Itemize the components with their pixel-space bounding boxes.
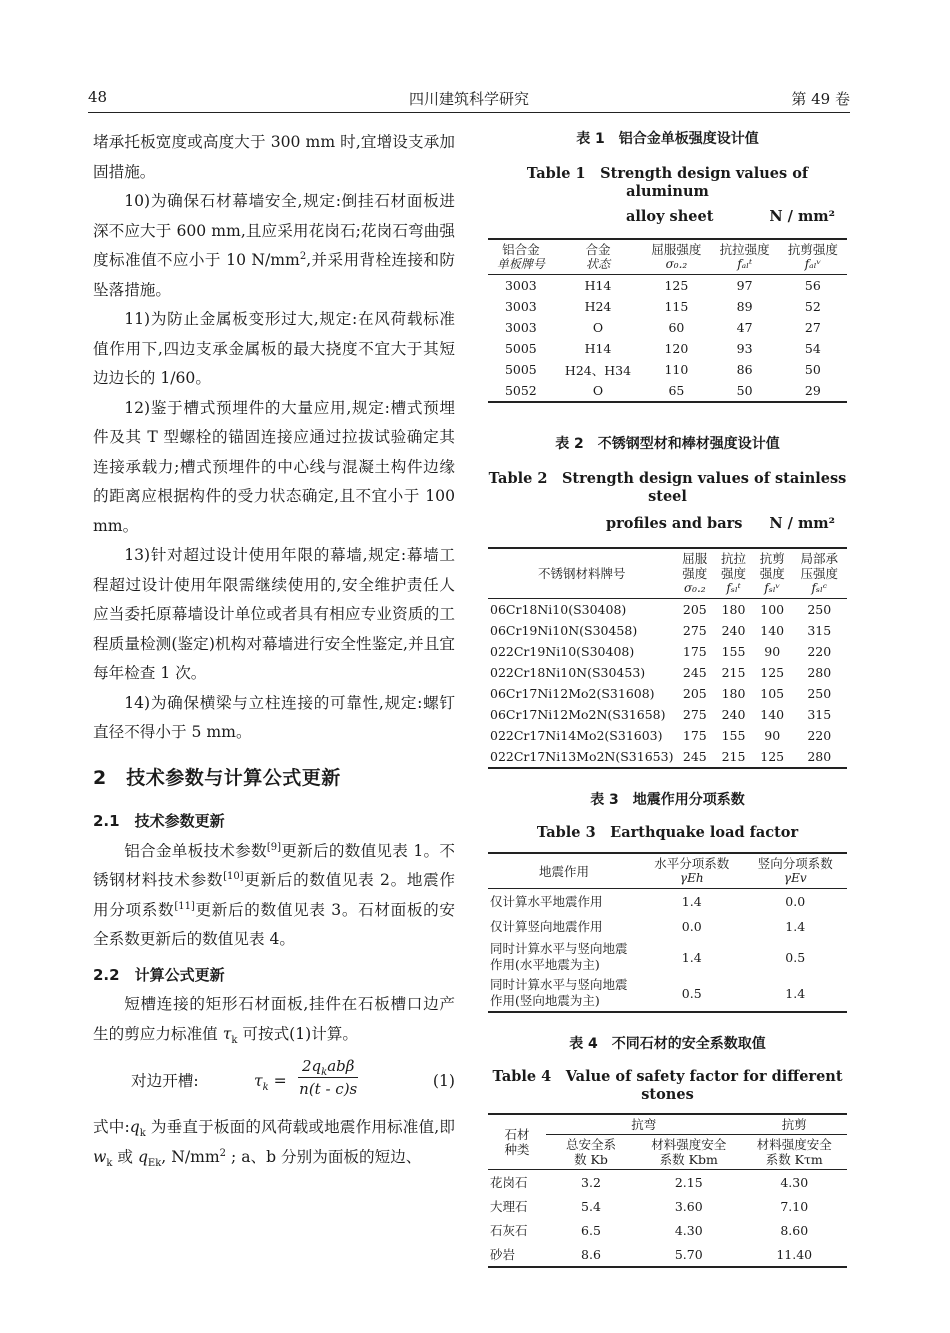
col-header: 屈服强度 σ₀.₂ [642, 239, 710, 275]
paragraph: 铝合金单板技术参数[9]更新后的数值见表 1。不锈钢材料技术参数[10]更新后的数值见表 2。地震作用分项系数[11]更新后的数值见表 3。石材面板的安全系数更新后的数值见表 4。 [93, 841, 455, 948]
table-caption-zh: 表 1 铝合金单板强度设计值 [576, 131, 759, 147]
table-cell: 0.0 [785, 894, 806, 909]
col-header: 水平分项系数 γEh [640, 853, 744, 889]
data-table [488, 1113, 847, 1268]
table-cell: 1.4 [785, 919, 806, 934]
table-cell: 315 [807, 623, 832, 638]
table-cell: 245 [682, 665, 707, 680]
table-row [488, 746, 847, 768]
table-cell: 砂岩 [488, 1242, 546, 1267]
table-cell: 5052 [488, 380, 554, 402]
table-cell: 石灰石 [490, 1223, 528, 1238]
table-caption-en: Table 3 Earthquake load factor [536, 824, 799, 841]
table-cell: 250 [807, 602, 832, 617]
equation-numerator: $2q_kab\beta$ [298, 1055, 358, 1078]
table-cell: 大理石 [490, 1199, 528, 1214]
table-row [488, 975, 847, 1012]
table-cell: 115 [664, 299, 689, 314]
table-cell: 250 [807, 686, 832, 701]
table-cell: 97 [736, 278, 753, 293]
table-cell: 仅计算竖向地震作用 [490, 918, 603, 934]
table-cell: 240 [721, 623, 746, 638]
table-caption-en: Table 4 Value of safety factor for different stones [492, 1068, 843, 1103]
table-cell: 140 [760, 707, 785, 722]
table-cell: 1.4 [681, 949, 702, 965]
table-row [488, 641, 847, 662]
table-row [488, 380, 847, 402]
data-table [488, 547, 847, 769]
table-row [488, 1242, 847, 1267]
table-cell: 280 [807, 665, 832, 680]
table-cell: 11.40 [742, 1242, 848, 1267]
paragraph: 式中$:q_k$ 为垂直于板面的风荷载或地震作用标准值,即 $w_k$ 或 $q_{Ek}$, $N/mm^2$ ; a、b 分别为面板的短边、 [93, 1118, 455, 1169]
table-cell: 1.4 [744, 975, 848, 1012]
table-cell: 52 [804, 299, 821, 314]
table-cell: 89 [736, 299, 753, 314]
citation: [10] [223, 870, 244, 882]
table-cell: 86 [736, 362, 753, 377]
table-cell: 100 [760, 602, 785, 617]
table-cell: 8.6 [546, 1242, 636, 1267]
table-caption-zh: 表 2 不锈钢型材和棒材强度设计值 [555, 436, 780, 452]
section-heading: 2 技术参数与计算公式更新 [93, 766, 341, 789]
table-caption-en-line2: alloy sheet N / mm² [626, 208, 835, 225]
table-row [488, 939, 847, 975]
table-caption-en-line2: profiles and bars N / mm² [606, 515, 835, 532]
table-cell: 47 [736, 320, 753, 335]
equation-label: 对边开槽: [131, 1072, 199, 1090]
table-cell: 4.30 [780, 1174, 809, 1190]
paragraph: 12)鉴于槽式预埋件的大量应用,规定:槽式预埋件及其 T 型螺栓的锚固连接应通过拉拔试验确定其连接承载力;槽式预埋件的中心线与混凝土构件边缘的距离应根据构件的受力状态确定,且不宜小于 100 mm。 [93, 398, 455, 535]
running-header [88, 86, 850, 113]
table-cell: 315 [807, 707, 832, 722]
table-cell: 花岗石 [490, 1175, 528, 1190]
table-row [488, 704, 847, 725]
table-cell: 022Cr18Ni10N(S30453) [490, 665, 646, 680]
table-cell: 1.4 [681, 894, 702, 909]
paragraph: 13)针对超过设计使用年限的幕墙,规定:幕墙工程超过设计使用年限需继续使用的,安全维护责任人应当委托原幕墙设计单位或者具有相应专业资质的工程质量检测(鉴定)机构对幕墙进行安全性鉴定,并且宜每年检查 1 次。 [93, 546, 455, 682]
table-cell: 120 [664, 341, 689, 356]
table-cell: 2.15 [674, 1174, 703, 1190]
table-3 [488, 789, 847, 1013]
paragraph: 14)为确保横梁与立柱连接的可靠性,规定:螺钉直径不得小于 5 mm。 [93, 693, 455, 741]
equation-lhs: $\tau_k$ = [254, 1072, 287, 1094]
table-cell: 06Cr19Ni10N(S30458) [490, 623, 638, 638]
table-cell: 8.60 [780, 1222, 809, 1238]
table-cell: 5.70 [636, 1242, 742, 1267]
table-unit: N / mm² [769, 515, 835, 532]
col-header: 地震作用 [488, 853, 640, 889]
table-cell: 5005 [504, 341, 537, 356]
table-cell: 54 [804, 341, 821, 356]
table-cell: 6.5 [581, 1222, 601, 1238]
col-header: 抗拉强度 fₐₗᵗ [711, 239, 779, 275]
table-cell: 06Cr17Ni12Mo2(S31608) [490, 686, 655, 701]
table-cell: 215 [721, 665, 746, 680]
table-cell: 280 [792, 746, 847, 768]
table-caption-zh: 表 4 不同石材的安全系数取值 [569, 1036, 766, 1052]
table-cell: H14 [584, 278, 612, 293]
table-cell: 175 [682, 644, 707, 659]
table-cell: H14 [584, 341, 612, 356]
table-cell: 5005 [504, 362, 537, 377]
col-header-stone: 石材种类 [488, 1114, 546, 1170]
table-cell: 155 [721, 728, 746, 743]
journal-title: 四川建筑科学研究 [408, 90, 529, 108]
table-cell: 7.10 [780, 1198, 809, 1214]
table-cell: 022Cr19Ni10(S30408) [490, 644, 635, 659]
table-cell: 105 [760, 686, 785, 701]
table-2 [488, 433, 847, 769]
table-cell: 275 [682, 707, 707, 722]
page-number: 48 [88, 88, 108, 106]
col-header: 合金 状态 [554, 239, 643, 275]
citation: [11] [174, 900, 195, 912]
col-header: 不锈钢材料牌号 [488, 548, 675, 599]
subsection-heading: 2.2 计算公式更新 [93, 965, 225, 984]
table-cell: 022Cr17Ni14Mo2(S31603) [490, 728, 663, 743]
col-header: 铝合金 单板牌号 [488, 239, 554, 275]
table-cell: 06Cr17Ni12Mo2N(S31658) [490, 707, 666, 722]
table-row [488, 683, 847, 704]
table-cell: 215 [714, 746, 753, 768]
table-cell: 3003 [504, 299, 537, 314]
table-cell: 220 [807, 728, 832, 743]
table-caption-zh: 表 3 地震作用分项系数 [590, 792, 745, 808]
subsection-heading: 2.1 技术参数更新 [93, 812, 225, 830]
table-row [488, 317, 847, 338]
col-header-bending: 抗弯 [546, 1114, 742, 1135]
table-row [488, 599, 847, 621]
col-header: 抗剪 强度 fₛₗᵛ [753, 548, 792, 599]
left-column [93, 128, 455, 1172]
col-header-material-bend-factor: 材料强度安全系数 Kbm [636, 1135, 742, 1170]
table-unit: N / mm² [769, 208, 835, 225]
table-cell: 175 [682, 728, 707, 743]
data-table [488, 852, 847, 1013]
table-cell: H24 [584, 299, 612, 314]
table-row [488, 296, 847, 317]
col-header: 局部承 压强度 fₛₗᶜ [792, 548, 847, 599]
table-cell: 0.5 [640, 975, 744, 1012]
table-row [488, 275, 847, 297]
table-row [488, 359, 847, 380]
table-cell: 155 [721, 644, 746, 659]
table-cell: 50 [711, 380, 779, 402]
table-cell: 90 [764, 644, 781, 659]
table-cell: 仅计算水平地震作用 [490, 893, 603, 909]
col-header: 竖向分项系数 γEv [744, 853, 848, 889]
table-row [488, 338, 847, 359]
table-cell: 4.30 [674, 1222, 703, 1238]
col-header: 抗拉 强度 fₛₗᵗ [714, 548, 753, 599]
paragraph: 短槽连接的矩形石材面板,挂件在石板槽口边产生的剪应力标准值 $\tau_k$ 可按式(1)计算。 [93, 995, 455, 1046]
table-cell: 125 [664, 278, 689, 293]
table-cell: 同时计算水平与竖向地震作用(竖向地震为主) [488, 975, 640, 1012]
table-cell: 5.4 [581, 1198, 601, 1214]
table-cell: 240 [721, 707, 746, 722]
col-header: 抗剪强度 fₐₗᵛ [779, 239, 847, 275]
col-header: 屈服 强度 σ₀.₂ [675, 548, 714, 599]
table-caption-en: Table 2 Strength design values of stainless steel [488, 470, 847, 505]
table-cell: 205 [682, 686, 707, 701]
table-caption-en: Table 1 Strength design values of aluminum [526, 165, 809, 200]
table-cell: 125 [753, 746, 792, 768]
volume-label: 第 49 卷 [791, 90, 850, 108]
table-cell: 180 [721, 686, 746, 701]
data-table [488, 238, 847, 403]
table-cell: 3003 [504, 320, 537, 335]
table-row [488, 620, 847, 641]
table-cell: 3.60 [674, 1198, 703, 1214]
col-header-material-shear-factor: 材料强度安全系数 Kτm [742, 1135, 848, 1170]
table-cell: 50 [804, 362, 821, 377]
table-cell: 275 [682, 623, 707, 638]
table-cell: 27 [804, 320, 821, 335]
table-cell: 205 [682, 602, 707, 617]
table-cell: 110 [664, 362, 689, 377]
paragraph: 堵承托板宽度或高度大于 300 mm 时,宜增设支承加固措施。 [93, 133, 455, 181]
table-cell: 60 [668, 320, 685, 335]
equation-1 [93, 1055, 455, 1107]
table-cell: 同时计算水平与竖向地震作用(水平地震为主) [490, 941, 628, 972]
col-header-shear: 抗剪 [742, 1114, 848, 1135]
table-cell: H24、H34 [564, 362, 632, 378]
table-row [488, 662, 847, 683]
table-cell: 93 [736, 341, 753, 356]
table-row [488, 1170, 847, 1195]
equation-number: (1) [432, 1072, 455, 1090]
table-cell: 90 [764, 728, 781, 743]
table-cell: 125 [760, 665, 785, 680]
equation-fraction [298, 1055, 358, 1100]
table-cell: 3.2 [581, 1174, 601, 1190]
table-cell: 0.5 [785, 949, 806, 965]
equation-denominator: n(t - c)s [299, 1080, 358, 1098]
table-cell: 06Cr18Ni10(S30408) [490, 602, 627, 617]
table-4 [488, 1033, 847, 1268]
table-cell: 29 [779, 380, 847, 402]
table-cell: 022Cr17Ni13Mo2N(S31653) [488, 746, 675, 768]
paragraph: 10)为确保石材幕墙安全,规定:倒挂石材面板进深不应大于 600 mm,且应采用花岗石;花岗石弯曲强度标准值不应小于 10 $N/mm^2$,并采用背栓连接和防坠落措施。 [93, 192, 455, 299]
paragraph: 11)为防止金属板变形过大,规定:在风荷载标准值作用下,四边支承金属板的最大挠度不宜大于其短边边长的 1/60。 [93, 310, 455, 387]
table-row [488, 725, 847, 746]
table-cell: 180 [721, 602, 746, 617]
table-row [488, 914, 847, 939]
citation: [9] [266, 841, 282, 853]
table-row [488, 1194, 847, 1218]
table-cell: 140 [760, 623, 785, 638]
table-cell: 0.0 [681, 919, 702, 934]
table-cell: 3003 [504, 278, 537, 293]
table-row [488, 889, 847, 915]
table-cell: O [592, 320, 604, 335]
table-cell: 65 [642, 380, 710, 402]
table-cell: 56 [804, 278, 821, 293]
table-cell: 220 [807, 644, 832, 659]
table-row [488, 1218, 847, 1242]
table-1 [488, 128, 847, 403]
right-column [488, 128, 847, 1268]
table-cell: 245 [675, 746, 714, 768]
col-header-total-factor: 总安全系数 Kb [546, 1135, 636, 1170]
table-cell: O [554, 380, 643, 402]
